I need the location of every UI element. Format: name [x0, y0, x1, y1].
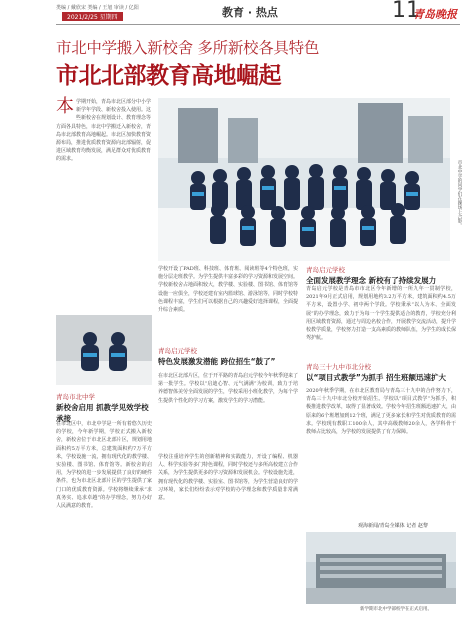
article-subtitle: 市北中学搬入新校舍 多所新校各具特色: [56, 39, 320, 57]
body-column: 2020年秋季学期，在市北区教育局与青岛三十九中的合作努力下，青岛三十九中市北分校开始招生。学校以“项目式教学”为抓手，积极推进教学改革，取得了显著成效。学校今年招生班额迅速扩大，由原来的6个班增加到12个班，满足了更多家长和学生对优质教育的需求。学校现有教职工100余人，其中高级教师20余人，各学科骨干教师占比较高，为学校的发展提供了有力保障。: [306, 388, 457, 436]
subhead-kicker: 青岛市北中学: [56, 393, 95, 401]
body-column: 学校注重培养学生的创新精神和实践能力，开设了编程、机器人、科学实验等多门特色课程，同时学校还与多所高校建立合作关系，为学生提供更多的学习资源和发展机会。学校设施先进，拥有现代化的教学楼、实验室、图书馆等，为学生营造良好的学习环境，家长们纷纷表示对学校的办学理念和教学质量非常满意。: [158, 454, 299, 502]
article-headline: 市北北部教育高地崛起: [56, 63, 281, 89]
campus-photo-illustration: [306, 532, 456, 604]
body-column: 青岛启元学校是青岛市市北区今年新增的一所九年一贯制学校，2021年9月正式启用，规划用地约3.2万平方米，建筑面积约4.5万平方米，设置小学、初中两个学段。学校秉承“以人为本、全面发展”的办学理念，致力于为每一个学生提供适合的教育，学校充分利用区域教育资源，通过与周边名校合作，开展教学交流活动，提升学校教学质量，学校努力打造一支高素质的教师队伍，为学生的成长保驾护航。: [306, 286, 457, 342]
body-column: 在市北区中，市北中学是一所有着悠久历史的学校，今年新学期，学校正式搬入新校舍，新校舍位于市北区北部片区，规划用地面积约5万平方米，总建筑面积约7万平方米，学校设施一流，拥有现代化的教学楼、实验楼、图书馆、体育馆等。新校舍的启用，为学校的进一步发展提供了良好的硬件条件，也为市北区北部片区的学生提供了家门口的优质教育资源。学校将继续秉承“求真务实、追求卓越”的办学理念，努力办好人民满意的教育。: [56, 421, 152, 510]
subhead-title: 以“项目式教学”为抓手 招生班额迅速扩大: [306, 373, 446, 382]
students-photo: [56, 315, 152, 385]
group-photo-illustration: [158, 98, 450, 261]
issue-date: 2021/2/25 星期四: [62, 12, 123, 21]
body-column: 学校开设了PAD班、科技班、体育班、阅读班等4个特色班，实施分层走班教学。为学生提供丰富多彩的学习资源和发展空间。学校新校舍占地面积较大，教学楼、实验楼、图书馆、体育馆等设施一应俱全，学校还建有室内篮球馆、游泳馆等，同时学校特色课程丰富，学生们可以根据自己的兴趣爱好选择课程，全面提升综合素质。: [158, 266, 299, 314]
students-photo-illustration: [56, 315, 152, 385]
main-photo-caption: 市北中学的同学们在操场上合影。: [457, 160, 462, 228]
lead-paragraph: [56, 98, 151, 164]
drop-cap: 本: [56, 96, 74, 117]
section-title: 教育 · 热点: [222, 6, 278, 19]
subhead-kicker: 青岛启元学校: [158, 347, 197, 355]
subhead-block: [306, 265, 456, 286]
subhead-title: 特色发展激发潜能 跨位招生“鼓了”: [158, 357, 276, 366]
lead-text: 学期开始，青岛市北区部分中小学新学年学段、新校舍投入使用。这些新校舍在规划设计、教育理念等方面各具特色，市北中学搬迁入新校舍，青岛市北部教育高地崛起。市北区加快教育资源布局，推进优质教育资源向北部辐射，促进区域教育均衡发展，满足群众对优质教育的需求。: [56, 99, 152, 163]
body-column: 在市北区北部片区，位于开平路的青岛启元学校今年秋季迎来了第一批学生。学校以“启迪心智、元气满满”为校训，致力于培养德智体美劳全面发展的学生，学校采用小班化教学，为每个学生提供个性化的学习方案，激发学生的学习潜能。: [158, 373, 299, 404]
photo-credit: 观海新闻/青岛全媒体 记者 赵黎: [358, 523, 428, 529]
subhead-title: 新校舍启用 抓教学见效学校承接: [56, 403, 149, 423]
header-divider: [56, 24, 460, 25]
subhead-title: 全面发展教学理念 新校有了持续发展力: [306, 276, 437, 285]
byline-meta: 类编 / 戴欣宋 类编 / 王旭 审读 / 亿阳: [56, 5, 139, 11]
main-photo: [158, 98, 450, 261]
subhead-block: [158, 346, 298, 367]
page-number: 11: [392, 0, 420, 23]
subhead-kicker: 青岛启元学校: [306, 266, 345, 274]
subhead-kicker: 青岛三十九中市北分校: [306, 363, 371, 371]
campus-photo: [306, 532, 456, 604]
subhead-block: [306, 362, 456, 383]
newspaper-logo: 青岛晚报: [413, 8, 457, 21]
campus-photo-caption: 新学期市北中学部校学在正式启用。: [360, 607, 432, 612]
